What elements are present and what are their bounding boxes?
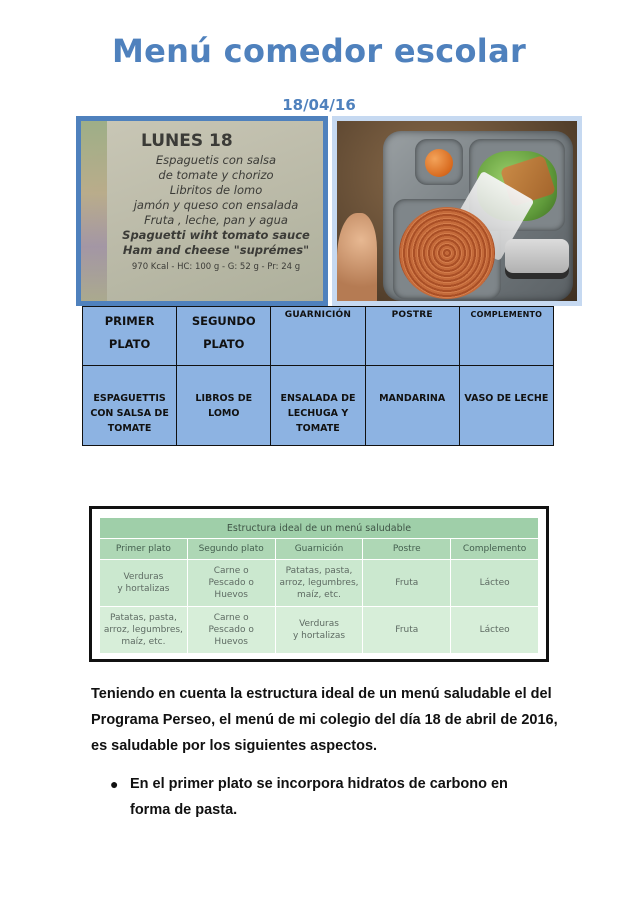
data-line: LECHUGA Y <box>287 408 349 419</box>
cell-line: arroz, legumbres, <box>279 578 359 588</box>
menu-card-line: Fruta , leche, pan y agua <box>144 213 288 227</box>
data-cell <box>365 366 459 446</box>
menu-card-day: LUNES 18 <box>141 131 233 151</box>
data-line: CON SALSA DE <box>90 408 169 419</box>
structure-table <box>99 517 539 654</box>
data-line: MANDARINA <box>379 393 446 404</box>
cell-line: maíz, etc. <box>296 590 342 600</box>
data-line: TOMATE <box>296 423 340 434</box>
structure-header-row <box>100 539 539 560</box>
structure-header: Postre <box>363 539 451 560</box>
structure-header: Guarnición <box>275 539 363 560</box>
data-cell-text <box>271 366 364 436</box>
menu-card-line: Ham and cheese "suprémes" <box>122 243 310 257</box>
healthy-menu-structure <box>89 506 549 662</box>
header-line: GUARNICIÓN <box>284 310 352 320</box>
cell-line: Huevos <box>214 590 248 600</box>
data-line: LOMO <box>208 408 240 419</box>
header-line: POSTRE <box>391 310 433 320</box>
body-paragraph: Teniendo en cuenta la estructura ideal de un menú saludable el del Programa Perseo, el menú de mi colegio del día 18 de abril de 2016, es saludable por los siguientes aspectos. <box>91 686 558 754</box>
header-cell <box>83 307 177 366</box>
data-cell <box>271 366 365 446</box>
header-cell <box>459 307 553 366</box>
header-cell <box>365 307 459 366</box>
header-cell <box>271 307 365 366</box>
structure-cell <box>363 560 451 607</box>
structure-cell <box>100 607 188 654</box>
structure-header: Complemento <box>451 539 539 560</box>
structure-cell <box>187 560 275 607</box>
menu-card-nutrition: 970 Kcal - HC: 100 g - G: 52 g - Pr: 24 g <box>131 262 301 272</box>
menu-table-data-row <box>83 366 554 446</box>
menu-card-line: Spaguetti wiht tomato sauce <box>122 228 310 242</box>
cell-line: Carne o <box>213 613 249 623</box>
cell-line: Carne o <box>213 566 249 576</box>
structure-cell <box>275 560 363 607</box>
cell-line: Patatas, pasta, <box>285 566 353 576</box>
cell-line: arroz, legumbres, <box>103 625 183 635</box>
orange-shape <box>425 149 453 177</box>
structure-cell <box>363 607 451 654</box>
structure-header: Segundo plato <box>187 539 275 560</box>
data-cell <box>83 366 177 446</box>
structure-header: Primer plato <box>100 539 188 560</box>
cell-line: y hortalizas <box>292 631 346 641</box>
header-line: PRIMER <box>104 314 155 328</box>
cell-line: Verduras <box>299 619 339 629</box>
data-line: ENSALADA DE <box>280 393 356 404</box>
structure-cell <box>451 560 539 607</box>
bullet-text: En el primer plato se incorpora hidratos de carbono en forma de pasta. <box>130 776 508 818</box>
cup-shape <box>505 239 569 279</box>
header-cell <box>177 307 271 366</box>
structure-cell <box>275 607 363 654</box>
structure-title: Estructura ideal de un menú saludable <box>100 518 539 539</box>
data-cell-text <box>460 366 553 406</box>
menu-card-text <box>111 131 321 272</box>
photo-edge-decoration <box>81 121 107 301</box>
structure-cell <box>100 560 188 607</box>
data-cell-text <box>366 366 459 406</box>
bullet-dot-icon: ● <box>110 776 119 792</box>
menu-table-header-row <box>83 307 554 366</box>
cell-line: y hortalizas <box>117 584 170 594</box>
cell-line: Fruta <box>395 578 419 588</box>
structure-title-row <box>100 518 539 539</box>
spaghetti-shape <box>399 207 495 299</box>
cell-line: Fruta <box>395 625 419 635</box>
menu-card-line: de tomate y chorizo <box>158 168 274 182</box>
structure-row <box>100 560 539 607</box>
structure-row <box>100 607 539 654</box>
header-line: SEGUNDO <box>191 314 256 328</box>
cell-line: Patatas, pasta, <box>109 613 177 623</box>
header-line: PLATO <box>108 337 151 351</box>
menu-table <box>82 306 554 446</box>
data-line: TOMATE <box>107 423 152 434</box>
data-cell <box>177 366 271 446</box>
cell-line: maíz, etc. <box>121 637 166 647</box>
data-cell <box>459 366 553 446</box>
cell-line: Lácteo <box>479 578 510 588</box>
menu-card-photo <box>76 116 328 306</box>
menu-date: 18/04/16 <box>282 96 356 114</box>
data-line: LIBROS DE <box>195 393 253 404</box>
bullet-item <box>110 771 550 823</box>
cell-line: Pescado o <box>208 578 254 588</box>
cell-line: Lácteo <box>479 625 510 635</box>
data-cell-text <box>83 366 176 436</box>
cell-line: Pescado o <box>208 625 254 635</box>
data-line: ESPAGUETTIS <box>93 393 166 404</box>
structure-cell <box>187 607 275 654</box>
menu-card-line: Libritos de lomo <box>169 183 263 197</box>
page-title: Menú comedor escolar <box>111 32 527 70</box>
hand-shape <box>337 213 377 303</box>
menu-card-line: Espaguetis con salsa <box>155 153 277 167</box>
food-tray-photo <box>332 116 582 306</box>
cell-line: Verduras <box>123 572 164 582</box>
data-cell-text <box>177 366 270 421</box>
cell-line: Huevos <box>214 637 248 647</box>
structure-cell <box>451 607 539 654</box>
header-line: COMPLEMENTO <box>470 310 543 319</box>
header-line: PLATO <box>203 337 245 351</box>
menu-card-line: jamón y queso con ensalada <box>133 198 299 212</box>
data-line: VASO DE LECHE <box>464 393 549 404</box>
